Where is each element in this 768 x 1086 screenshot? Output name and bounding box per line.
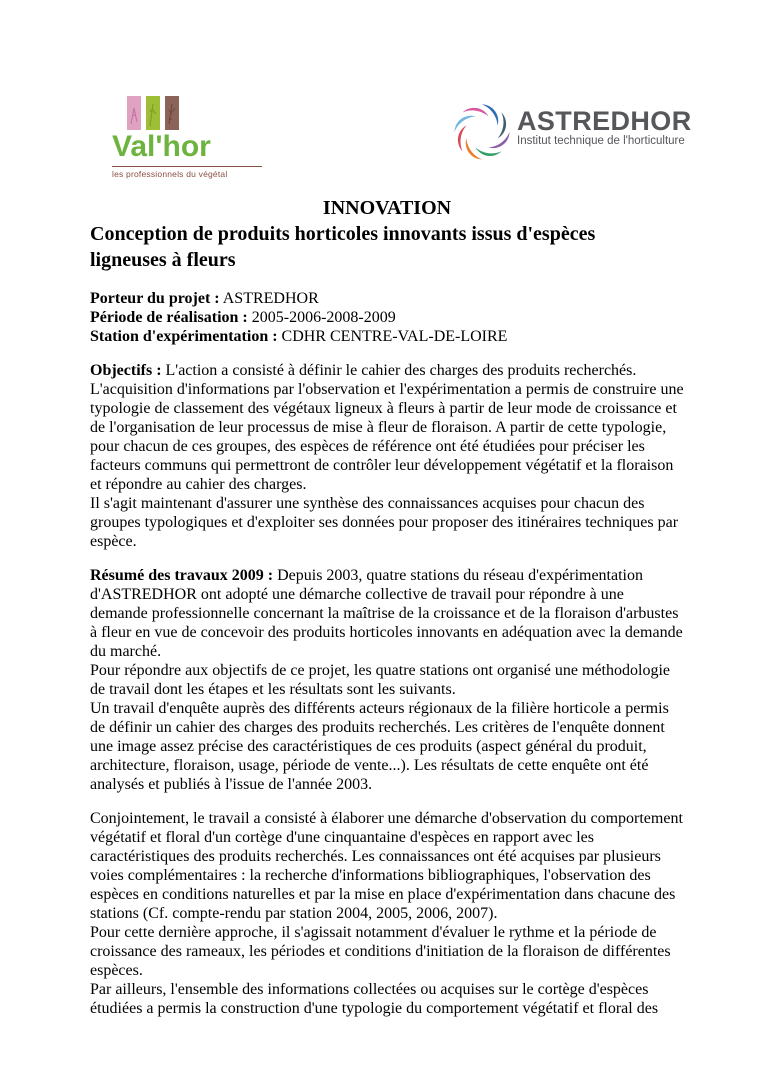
valhor-tagline: les professionnels du végétal [112,169,228,179]
astredhor-tagline: Institut technique de l'horticulture [517,135,685,147]
meta-value: CDHR CENTRE-VAL-DE-LOIRE [281,328,508,345]
astredhor-logo [449,98,692,164]
astredhor-wordmark: ASTREDHOR [517,106,692,136]
paragraph: Résumé des travaux 2009 : Depuis 2003, quatre stations du réseau d'expérimentation d'ASTREDHOR ont adopté une démarche collective de travail pour répondre à une demande professionnelle concernant la maîtrise de la croissance et de la floraison d'arbustes à fleur en vue de concevoir des produits horticoles innovants en adéquation avec la demande du marché. [90,567,683,660]
meta-label: Période de réalisation : [90,309,248,326]
meta-label: Porteur du projet : [90,290,220,307]
meta-row-porteur [90,289,684,308]
paragraph: Il s'agit maintenant d'assurer une synthèse des connaissances acquises pour chacun des groupes typologiques et d'exploiter ses données pour proposer des itinéraires techniques par espèce. [90,495,679,550]
paragraph: Pour répondre aux objectifs de ce projet, les quatre stations ont organisé une méthodologie de travail dont les étapes et les résultats sont les suivants. [90,662,670,698]
valhor-stripes-icon [127,96,180,130]
meta-value: ASTREDHOR [222,290,319,307]
subtitle-line-1: Conception de produits horticoles innovants issus d'espèces [90,223,596,245]
meta-label: Station d'expérimentation : [90,328,278,345]
document-body [90,196,684,1018]
section-conjointement [90,809,684,1018]
subtitle [90,221,684,273]
section-label: Objectifs : [90,362,162,379]
section-objectifs [90,361,684,551]
subtitle-line-2: ligneuses à fleurs [90,249,236,271]
section-resume-2009 [90,566,684,794]
meta-row-station [90,327,684,346]
meta-row-periode [90,308,684,327]
valhor-wordmark: Val'hor [112,130,211,163]
paragraph: Pour cette dernière approche, il s'agissait notamment d'évaluer le rythme et la période de croissance des rameaux, les périodes et conditions d'initiation de la floraison de différentes espèces. [90,924,671,979]
valhor-divider [112,166,262,167]
meta-value: 2005-2006-2008-2009 [251,309,396,326]
page-title: INNOVATION [322,197,452,219]
section-label: Résumé des travaux 2009 : [90,567,274,584]
paragraph: Par ailleurs, l'ensemble des informations collectées ou acquises sur le cortège d'espèces étudiées a permis la construction d'une typologie du comportement végétatif et floral des [90,981,659,1017]
paragraph: Un travail d'enquête auprès des différents acteurs régionaux de la filière horticole a permis de définir un cahier des charges des produits recherchés. Les critères de l'enquête donnent une image assez précise des caractéristiques de ces produits (aspect général du produit, architecture, floraison, usage, période de vente...). Les résultats de cette enquête ont été analysés et publiés à l'issue de l'année 2003. [90,700,669,793]
astredhor-text [517,108,692,148]
astredhor-flower-icon [449,98,515,164]
valhor-logo [112,96,264,179]
paragraph: Conjointement, le travail a consisté à élaborer une démarche d'observation du comportement végétatif et floral d'un cortège d'une cinquantaine d'espèces en rapport avec les caractéristiques des produits recherchés. Les connaissances ont été acquises par plusieurs voies complémentaires : la recherche d'informations bibliographiques, l'observation des espèces en conditions naturelles et par la mise en place d'expérimentation dans chacune des stations (Cf. compte-rendu par station 2004, 2005, 2006, 2007). [90,810,683,922]
paragraph: Objectifs : L'action a consisté à définir le cahier des charges des produits recherchés. L'acquisition d'informations par l'observation et l'expérimentation a permis de construire une typologie de classement des végétaux ligneux à fleurs à partir de leur mode de croissance et de l'organisation de leur processus de mise à fleur de floraison. A partir de cette typologie, pour chacun de ces groupes, des espèces de référence ont été étudiées pour préciser les facteurs communs qui permettront de contrôler leur développement végétatif et la floraison et répondre au cahier des charges. [90,362,684,493]
project-meta [90,289,684,346]
